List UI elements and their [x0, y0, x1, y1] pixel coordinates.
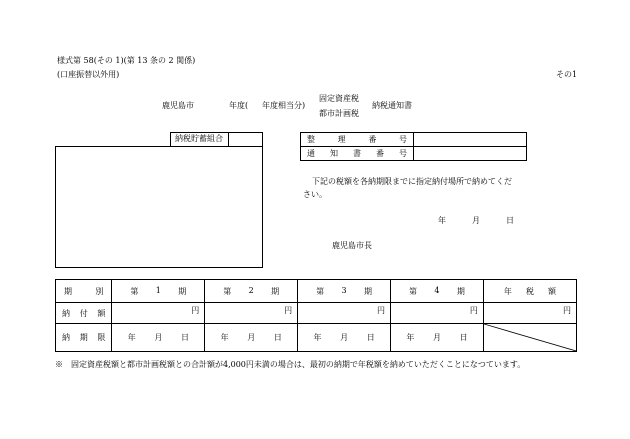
- period-4-header: 第 4 期: [391, 280, 484, 303]
- copy-label: その1: [556, 70, 578, 79]
- amount-label: 納 付 額: [56, 303, 112, 324]
- union-label: 納税貯蓄組合: [175, 134, 223, 143]
- title-year: 年度(: [229, 101, 249, 110]
- period-1-amount[interactable]: 円: [112, 303, 205, 324]
- period-4-deadline[interactable]: 年 月 日: [391, 324, 484, 352]
- period-3-amount[interactable]: 円: [298, 303, 391, 324]
- form-number: 様式第 58(その 1)(第 13 条の 2 関係): [57, 56, 196, 65]
- form-note: (口座振替以外用): [57, 70, 120, 79]
- period-2-deadline[interactable]: 年 月 日: [205, 324, 298, 352]
- annual-tax-header: 年 税 額: [483, 280, 576, 303]
- period-header: 期 別: [56, 280, 112, 303]
- management-row-reference: [301, 133, 527, 147]
- annual-tax-deadline-diagonal: [483, 324, 576, 352]
- period-4-amount[interactable]: 円: [391, 303, 484, 324]
- period-1-header: 第 1 期: [112, 280, 205, 303]
- instruction-line-2: さい。: [303, 190, 327, 199]
- instruction-line-1: 下記の税額を各納期限までに指定納付場所で納めてくだ: [312, 177, 512, 186]
- management-row-notice: [301, 147, 527, 161]
- period-3-deadline[interactable]: 年 月 日: [298, 324, 391, 352]
- diagonal-strike: [484, 324, 576, 351]
- notice-number-label: 通 知 書 番 号: [301, 147, 414, 161]
- period-2-amount[interactable]: 円: [205, 303, 298, 324]
- union-value-cell[interactable]: [228, 132, 263, 147]
- footnote: ※ 固定資産税額と都市計画税額との合計額が4,000円未満の場合は、最初の納期で年税額を納めていただくことになつています。: [55, 360, 526, 369]
- title-notice: 納税通知書: [372, 101, 412, 110]
- deadline-label: 納 期 限: [56, 324, 112, 352]
- annual-tax-amount[interactable]: 円: [483, 303, 576, 324]
- title-year-portion: 年度相当分): [262, 101, 306, 110]
- notice-number-value[interactable]: [414, 147, 527, 161]
- title-tax-fixed-asset: 固定資産税: [319, 94, 359, 103]
- reference-number-label: 整 理 番 号: [301, 133, 414, 147]
- management-table: [300, 132, 527, 161]
- payment-table: [55, 279, 577, 352]
- issue-date: 年 月 日: [438, 216, 514, 225]
- reference-number-value[interactable]: [414, 133, 527, 147]
- deadline-row: [56, 324, 577, 352]
- address-box[interactable]: [55, 146, 263, 268]
- period-row: [56, 280, 577, 303]
- title-city: 鹿児島市: [162, 101, 194, 110]
- period-1-deadline[interactable]: 年 月 日: [112, 324, 205, 352]
- title-tax-city-planning: 都市計画税: [319, 109, 359, 118]
- period-3-header: 第 3 期: [298, 280, 391, 303]
- amount-row: [56, 303, 577, 324]
- period-2-header: 第 2 期: [205, 280, 298, 303]
- mayor-signature: 鹿児島市長: [332, 241, 372, 250]
